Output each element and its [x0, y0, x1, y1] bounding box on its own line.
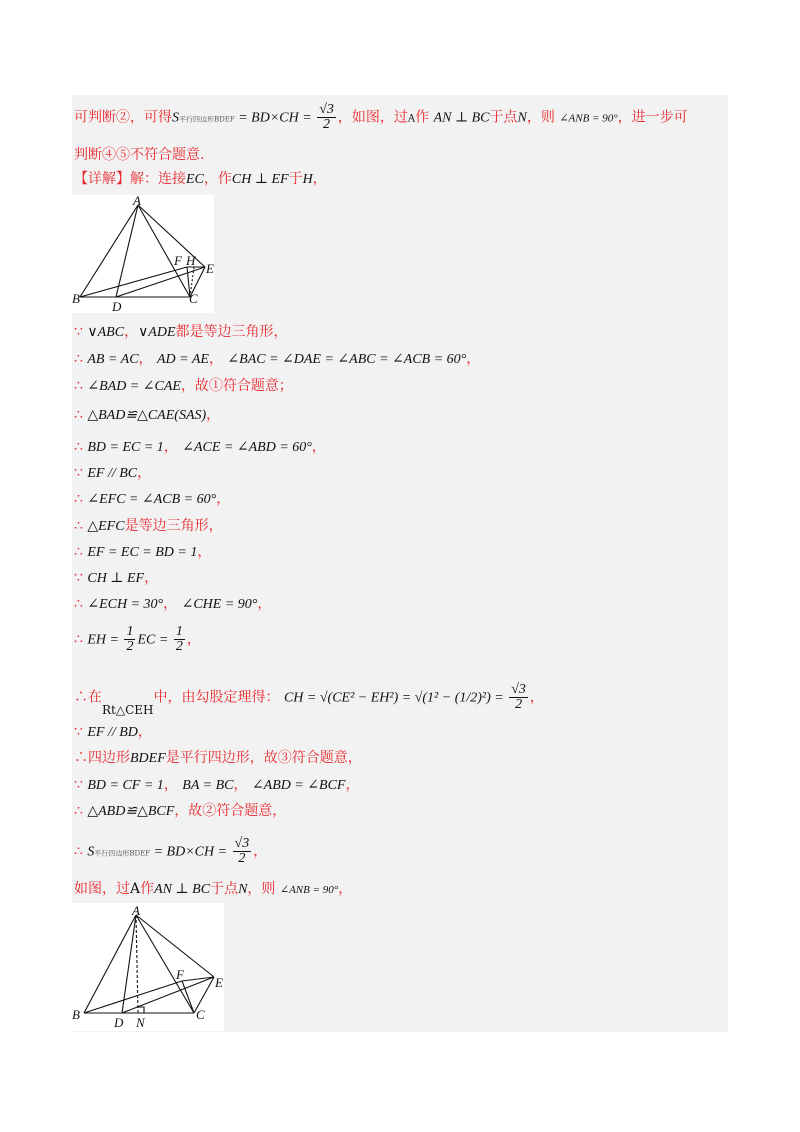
step-4: ∴ △BAD≌△CAE(SAS)，	[74, 407, 221, 423]
fig1-label-C: C	[189, 291, 198, 306]
fig2-label-A: A	[132, 903, 140, 918]
step-3: ∴ ∠BAD = ∠CAE，故①符合题意；	[74, 378, 293, 394]
step-7: ∴ ∠EFC = ∠ACB = 60°，	[74, 491, 231, 507]
detail-heading: 【详解】解：连接EC，作CH ⊥ EF于H，	[74, 171, 327, 187]
fig1-label-B: B	[72, 291, 80, 306]
analysis-line-1: 可判断②，可得S平行四边形BDEF = BD×CH = $\frac{√3}{2}$ ，如图，过A作 AN ⊥ BC于点N，则 ∠ANB = 90°，进一步可	[74, 102, 688, 132]
step-19: 如图，过A作AN ⊥ BC于点N，则 ∠ANB = 90°，	[74, 881, 353, 897]
fig1-label-H: H	[186, 253, 196, 268]
figure-triangle-1	[72, 195, 214, 313]
fig2-label-C: C	[196, 1007, 205, 1022]
fig1-label-E: E	[206, 261, 214, 276]
fig2-label-B: B	[72, 1007, 80, 1022]
fig2-label-F: F	[176, 967, 184, 982]
fig1-label-D: D	[112, 299, 122, 313]
step-12: ∴ EH = $\frac{1}{2}$ EC = $\frac{1}{2}$ ，	[74, 624, 201, 654]
step-10: ∵ CH ⊥ EF，	[74, 570, 159, 586]
fig1-label-F: F	[174, 253, 182, 268]
step-14: ∵ EF // BD，	[74, 724, 152, 740]
figure-triangle-2	[72, 903, 224, 1031]
step-9: ∴ EF = EC = BD = 1，	[74, 544, 212, 560]
step-17: ∴ △ABD≌△BCF，故②符合题意，	[74, 803, 287, 819]
step-16: ∵ BD = CF = 1， BA = BC， ∠ABD = ∠BCF，	[74, 777, 360, 793]
step-18: ∴ S平行四边形BDEF = BD×CH = $\frac{√3}{2}$ ，	[74, 836, 268, 866]
step-11: ∴ ∠ECH = 30°， ∠CHE = 90°，	[74, 596, 272, 612]
step-6: ∵ EF // BC，	[74, 465, 152, 481]
step-13: ∴在Rt△CEH中，由勾股定理得： CH = √(CE² − EH²) = √(1² − (1/2)²) = $\frac{√3}{2}$ ，	[74, 682, 544, 717]
step-1: ∵ ∨ABC，∨ADE都是等边三角形，	[74, 324, 288, 340]
analysis-line-2: 判断④⑤不符合题意.	[74, 147, 205, 163]
fig2-label-N: N	[136, 1015, 145, 1030]
step-15: ∴四边形BDEF是平行四边形，故③符合题意，	[74, 750, 362, 766]
fig1-label-A: A	[133, 195, 141, 208]
fig2-label-E: E	[215, 975, 223, 990]
step-2: ∴ AB = AC， AD = AE， ∠BAC = ∠DAE = ∠ABC = ∠ACB = 60°，	[74, 351, 481, 367]
step-5: ∴ BD = EC = 1， ∠ACE = ∠ABD = 60°，	[74, 439, 326, 455]
step-8: ∴ △EFC是等边三角形，	[74, 518, 223, 534]
fig2-label-D: D	[114, 1015, 124, 1030]
